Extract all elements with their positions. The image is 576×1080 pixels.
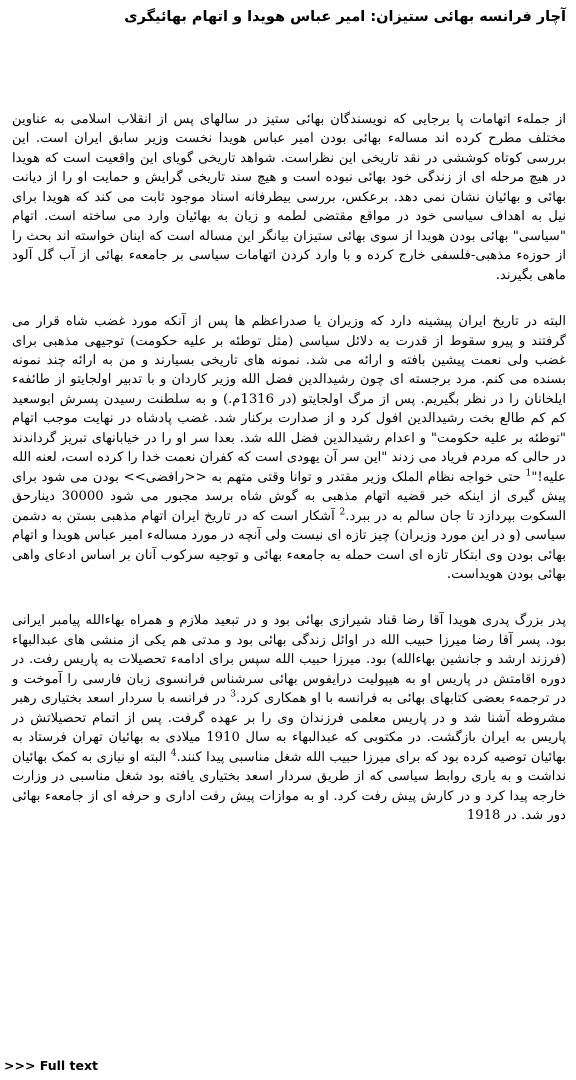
article-paragraph xyxy=(12,611,566,825)
paragraph-text: البته در تاریخ ایران پیشینه دارد که وزیران یا صدراعظم ها پس از آنکه مورد غضب شاه قرار می گرفتند و پیرو سقوط از قدرت به دلائل سیاسی (مثل توطئه بر علیه حکومت) توجیهی مذهبی برای غضب ولی نعمت پیشین بافته و ارائه می شد. نمونه های تاریخی بسیارند و من به ارائه چند نمونه بسنده می کنم. مرد برجسته ای چون رشیدالدین فضل الله وزیر کاردان و با تدبیر اولجایتو از طائفهء ایلخانان را در نظر بگیریم. پس از مرگ اولجایتو (در 1316م.) و به سلطنت رسیدن پسرش ابوسعید کم کم طالع بخت رشیدالدین افول کرد و از صدارت برکنار شد. غضب پادشاه در نهایت موجب اتهام "توطئه بر علیه حکومت" و اعدام رشیدالدین فضل الله شد. بعدا سر او را در خیابانهای تبریز گرداندند در حالی که مردم فریاد می زدند "این سر آن یهودی است که کفران نعمت خدا را کرده است، لعنه الله علیه!" xyxy=(12,314,567,485)
full-text-link[interactable]: >>> Full text xyxy=(4,1058,99,1073)
paragraph-text: در فرانسه با سردار اسعد بختیاری رهبر مشروطه آشنا شد و در پاریس معلمی فرزندان وی را بر عهده گرفت. پس از اتمام تحصیلاتش در پاریس به ایران بازگشت. در مکتوبی که عبدالبهاء به سال 1910 میلادی به بهائیان تهران فرستاد به بهائیان توصیه کرده بود که برای میرزا حبیب الله شغل مناسبی پیدا کنند. xyxy=(12,691,566,765)
paragraph-text: از جملهء اتهامات پا برجایی که نویسندگان بهائی ستیز در سالهای پس از انقلاب اسلامی به عناوین مختلف مطرح کرده اند مساله‌ء بهائی بودن امیر عباس هویدا نخست وزیر سابق ایران است. این بررسی کوتاه کوششی در نقد تاریخی این نظراست. شواهد تاریخی گویای این واقعیت است که هویدا در هیچ مرحله ای از زندگی خود بهائی نبوده است و هیچ سند تاریخی گرایش و حمایت او را از دیانت بهائی و بهائیان نشان نمی دهد. برعکس، بررسی بیطرفانه اسناد موجود ثابت می کند که هویدا برای نیل به اهداف سیاسی خود در مواقع مقتضی لطمه و زیان به بهائیان وارد می ساخته است. اتهام "سیاسی" بهائی بودن هویدا از سوی بهائی ستیزان بیانگر این مساله است که اینان خواسته اند بحث را از حوزه‌ء مذهبی-فلسفی خارج کرده و با وارد کردن اتهامات سیاسی بر جامعهء بهائی از آب گل آلود ماهی بگیرند. xyxy=(12,112,566,283)
article-body xyxy=(12,110,566,852)
footnote-marker: 3 xyxy=(230,689,236,700)
footnote-marker: 4 xyxy=(170,748,177,759)
footnote-marker: 1 xyxy=(525,468,532,479)
article-paragraph xyxy=(12,312,566,584)
page-title: آچار فرانسه بهائی ستیزان: امیر عباس هویدا و اتهام بهائیگری xyxy=(124,9,566,25)
footnote-marker: 2 xyxy=(339,507,346,518)
article-paragraph xyxy=(12,110,566,285)
paragraph-text: پدر بزرگ پدری هویدا آقا رضا قناد شیرازی بهائی بود و در تبعید ملازم و همراه بهاءالله پیامبر ایرانی بود. پسر آقا رضا میرزا حبیب الله در اوائل زندگی بهائی بود و مدتی هم یکی از منشی های عبدالبهاء (فرزند ارشد و جانشین بهاءالله) بود. میرزا حبیب الله سپس برای ادامهء تحصیلات به پاریس رفت. در دوره اقامتش در پاریس او به هیپولیت درایفوس بهائی سرشناس فرانسوی زبان فارسی را آموخت و در ترجمهء بعضی کتابهای بهائی به فرانسه با او همکاری کرد. xyxy=(12,613,566,707)
paragraph-text: حتی خواجه نظام الملک وزیر مقتدر و توانا وقتی متهم به <<رافضی>> بودن می شود برای پیش گیری از اینکه خبر قضیه اتهام مذهبی به گوش شاه برسد مجبور می شود 30000 دینارحق السکوت بپردازد تا جان سالم به در ببرد. xyxy=(12,469,566,524)
paragraph-text: آشکار است که در تاریخ ایران اتهام مذهبی بستن به دشمن سیاسی (و در این مورد وزیران) چیز تازه ای نیست ولی آنچه در مورد مساله‌ء امیر عباس هویدا و اتهام بهائی بودن وی ابتکار تازه ای است حمله به جامعهء بهائی و توجیه سرکوب آنان بر اساس ادعای واهی بهائی بودن هویداست. xyxy=(12,508,566,582)
paragraph-text: البته او نیازی به کمک بهائیان نداشت و به یاری روابط سیاسی که از طریق سردار اسعد بختیاری یافته بود شغل مناسبی در وزارت خارجه پیدا کرد و در کارش پیش رفت کرد. او به موازات پیش رفت اداری و حرفه ای از جامعهء بهائی دور شد. در 1918 xyxy=(12,749,566,823)
